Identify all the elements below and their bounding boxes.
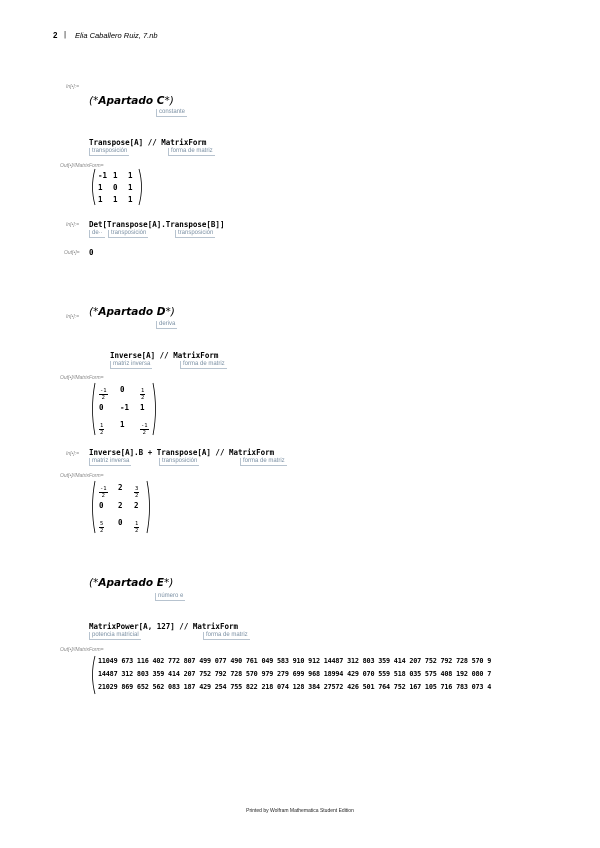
matrix-cell [140,420,149,436]
matrix-cell: 1 [140,403,145,412]
matrix-row: 21029 869 652 562 083 187 429 254 755 822 218 074 128 384 27572 426 501 764 752 167 105 716 783 073 4 [98,683,492,691]
matrix-row: 11049 673 116 402 772 807 499 077 490 761 049 583 910 912 14487 312 803 359 414 207 752 792 728 570 9 [98,657,492,665]
matrix-cell: 1 [128,195,133,204]
comment-close: *) [164,95,174,107]
numerator: -1 [100,486,107,492]
transpose-output-matrix [90,168,144,206]
matrix-cell: 1 [128,183,133,192]
matrix-cell: 1 [98,195,103,204]
matrix-cell: 2 [118,501,123,510]
numerator: 1 [135,521,139,527]
denominator: 2 [100,528,104,534]
in-label: In[•]:= [66,451,80,457]
fraction [134,521,139,534]
fraction [140,388,145,401]
numerator: -1 [100,388,107,394]
matrix-cell: 1 [128,171,133,180]
transpose-input[interactable]: Transpose[A] // MatrixForm [89,138,207,147]
matrix-cell: 0 [99,403,104,412]
hint-forma-de-matriz: forma de matriz [168,148,215,156]
numerator: 1 [100,423,104,429]
fraction [99,388,108,401]
matrix-cell: 1 [120,420,125,429]
footer-text: Printed by Wolfram Mathematica Student Edition [246,808,354,814]
comment-apartado-e[interactable] [89,577,173,589]
numerator: 3 [135,486,139,492]
matrix-cell [134,483,139,499]
matrix-cell [134,518,139,534]
hint-det: de·· [89,230,105,238]
out-matrix-label: Out[•]//MatrixForm= [60,647,104,653]
numerator: -1 [141,423,148,429]
header-separator: | [64,30,67,39]
matrixpower-input[interactable]: MatrixPower[A, 127] // MatrixForm [89,622,239,631]
out-matrix-label: Out[•]//MatrixForm= [60,473,104,479]
comment-open: (* [89,95,99,107]
comment-close: *) [163,577,174,589]
matrix-cell [99,420,104,436]
matrix-cell: 0 [118,518,123,527]
inverse-input[interactable]: Inverse[A] // MatrixForm [110,351,219,360]
fraction [99,521,104,534]
matrix-row: 14487 312 803 359 414 207 752 792 728 570 979 279 699 968 18994 429 070 559 518 035 575 408 192 080 7 [98,670,492,678]
inverse-output-matrix [90,382,158,436]
matrixpower-output-matrix [90,655,550,695]
page-number: 2 [53,31,58,40]
document-title: Elia Caballero Ruiz, 7.nb [75,31,158,40]
comment-text: Apartado C [98,95,165,107]
comment-open: (* [89,577,99,589]
hint-potencia-matricial: potencia matricial [89,632,141,640]
numerator: 5 [100,521,104,527]
denominator: 2 [100,430,104,436]
comment-open: (* [89,306,99,318]
matrix-cell: 1 [98,183,103,192]
in-label: In[•]:= [66,84,80,90]
comment-apartado-c[interactable] [89,95,174,107]
fraction [134,486,139,499]
matrix-cell [140,385,145,401]
hint-matriz-inversa: matriz inversa [110,361,152,369]
matrix-cell [99,385,108,401]
matrix-cell: 2 [134,501,139,510]
out-matrix-label: Out[•]//MatrixForm= [60,375,104,381]
denominator: 2 [101,493,105,499]
matrix-cell [99,483,108,499]
inv-b-input[interactable]: Inverse[A].B + Transpose[A] // MatrixForm [89,448,275,457]
matrix-cell [99,518,104,534]
comment-text: Apartado D [98,306,166,318]
fraction [140,423,149,436]
comment-apartado-d[interactable] [89,306,175,318]
hint-transposicion: transposición [89,148,129,156]
fraction [99,486,108,499]
out-label: Out[•]= [64,250,80,256]
hint-numero-e: número e [155,593,185,601]
matrix-cell: 1 [113,171,118,180]
fraction [99,423,104,436]
hint-deriva: deriva [156,321,177,329]
hint-forma-de-matriz: forma de matriz [180,361,227,369]
denominator: 2 [135,493,139,499]
comment-text: Apartado E [98,577,164,589]
hint-constante: constante [156,109,187,117]
det-output: 0 [89,248,94,257]
hint-transposicion: transposición [175,230,215,238]
det-input[interactable]: Det[Transpose[A].Transpose[B]] [89,220,225,229]
matrix-cell: 0 [99,501,104,510]
denominator: 2 [141,395,145,401]
hint-forma-de-matriz: forma de matriz [203,632,250,640]
hint-matriz-inversa: matriz inversa [89,458,131,466]
hint-forma-de-matriz: forma de matriz [240,458,287,466]
denominator: 2 [101,395,105,401]
numerator: 1 [141,388,145,394]
out-matrix-label: Out[•]//MatrixForm= [60,163,104,169]
inv-b-output-matrix [90,480,152,534]
hint-transposicion: transposición [108,230,148,238]
hint-transposicion: transposición [159,458,199,466]
matrix-cell: -1 [98,171,108,180]
matrix-cell: -1 [120,403,130,412]
in-label: In[•]:= [66,314,80,320]
comment-close: *) [165,306,175,318]
matrix-cell: 2 [118,483,123,492]
matrix-cell: 1 [113,195,118,204]
denominator: 2 [135,528,139,534]
matrix-cell: 0 [120,385,125,394]
denominator: 2 [142,430,146,436]
matrix-cell: 0 [113,183,118,192]
in-label: In[•]:= [66,222,80,228]
